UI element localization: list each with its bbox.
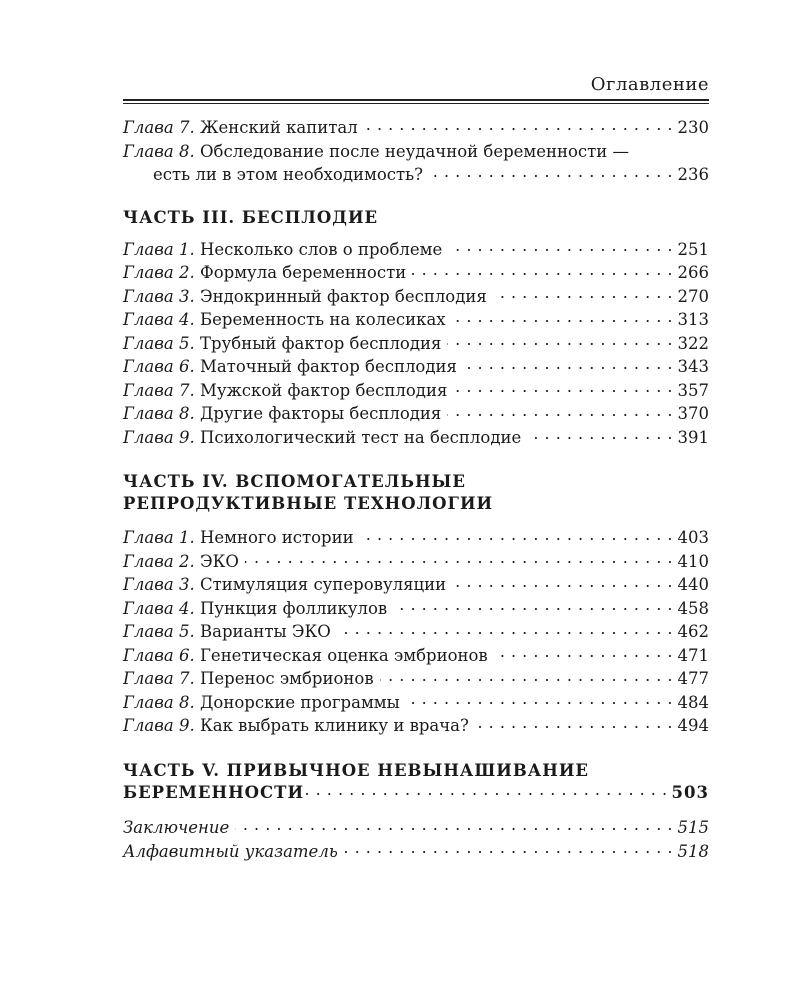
toc-entry[interactable] xyxy=(123,620,709,644)
dot-leader xyxy=(429,164,673,181)
page-number: 515 xyxy=(677,818,709,837)
chapter-title: Мужской фактор бесплодия xyxy=(200,380,448,400)
toc-entry[interactable] xyxy=(123,426,709,450)
chapter-title: ЭКО xyxy=(200,551,239,571)
chapter-label: Глава 5. xyxy=(123,622,195,641)
chapter-title: Психологический тест на бесплодие xyxy=(200,427,522,447)
dot-leader xyxy=(412,262,673,279)
toc-entry-continuation[interactable] xyxy=(123,163,709,187)
chapter-label: Глава 6. xyxy=(123,645,195,665)
chapter-title: Донорские программы xyxy=(200,692,400,712)
page-number: 230 xyxy=(677,118,709,137)
page-number: 484 xyxy=(677,692,709,712)
page-number: 322 xyxy=(677,333,709,353)
page-number: 266 xyxy=(677,263,709,282)
part-heading-line1: ЧАСТЬ V. ПРИВЫЧНОЕ НЕВЫНАШИВАНИЕ xyxy=(123,760,590,780)
toc-entry[interactable] xyxy=(123,667,709,691)
chapter-label: Глава 8. xyxy=(123,692,195,712)
part-3-section xyxy=(123,207,709,450)
chapter-label: Глава 7. xyxy=(123,669,195,688)
chapter-title: Пункция фолликулов xyxy=(200,598,388,618)
dot-leader xyxy=(245,550,673,567)
part-heading-line2: РЕПРОДУКТИВНЫЕ ТЕХНОЛОГИИ xyxy=(123,494,494,513)
dot-leader xyxy=(447,403,673,420)
toc-entry[interactable] xyxy=(123,691,709,715)
part-4-section xyxy=(123,471,709,738)
chapter-label: Глава 8. xyxy=(123,141,195,161)
running-head: Оглавление xyxy=(590,74,709,95)
page-number: 410 xyxy=(677,551,709,571)
toc-entry[interactable] xyxy=(123,573,709,597)
chapter-title: Женский капитал xyxy=(200,118,358,137)
dot-leader xyxy=(475,715,673,732)
toc-entry[interactable] xyxy=(123,597,709,621)
dot-leader xyxy=(380,668,673,685)
chapter-list xyxy=(123,238,709,450)
back-matter xyxy=(123,816,709,863)
chapter-label: Глава 1. xyxy=(123,239,195,259)
dot-leader xyxy=(337,621,673,638)
chapter-title: Беременность на колесиках xyxy=(200,310,446,329)
dot-leader xyxy=(448,238,673,255)
chapter-label: Глава 3. xyxy=(123,286,195,306)
part-heading-line2: БЕРЕМЕННОСТИ xyxy=(123,783,305,802)
page-number: 313 xyxy=(677,310,709,329)
toc-entry[interactable] xyxy=(123,332,709,356)
dot-leader xyxy=(306,782,667,799)
toc-entry[interactable] xyxy=(123,644,709,668)
dot-leader xyxy=(235,817,673,834)
dot-leader xyxy=(344,840,673,857)
page-number: 458 xyxy=(677,598,709,618)
toc-entry[interactable] xyxy=(123,379,709,403)
dot-leader xyxy=(453,379,673,396)
chapter-title: Как выбрать клинику и врача? xyxy=(200,716,469,735)
chapter-title: Трубный фактор бесплодия xyxy=(200,333,442,353)
page-number: 477 xyxy=(677,669,709,688)
dot-leader xyxy=(393,597,673,614)
toc-entry[interactable] xyxy=(123,308,709,332)
toc-entry[interactable] xyxy=(123,116,709,140)
chapter-label: Глава 7. xyxy=(123,118,195,137)
dot-leader xyxy=(364,117,673,134)
toc-entry[interactable] xyxy=(123,140,709,164)
page-number: 518 xyxy=(677,841,709,861)
chapter-label: Глава 4. xyxy=(123,598,195,618)
dot-leader xyxy=(452,574,673,591)
chapter-title: Перенос эмбрионов xyxy=(200,669,374,688)
dot-leader xyxy=(463,356,673,373)
toc-entry-index[interactable] xyxy=(123,840,709,864)
dot-leader xyxy=(447,332,673,349)
chapter-title: Эндокринный фактор бесплодия xyxy=(200,286,487,306)
part-heading-line1: ЧАСТЬ IV. ВСПОМОГАТЕЛЬНЫЕ xyxy=(123,472,466,491)
header-rule-thick xyxy=(123,99,709,101)
toc-entry[interactable] xyxy=(123,285,709,309)
part-heading-line2-row xyxy=(123,782,709,805)
chapter-title: Немного истории xyxy=(200,528,354,547)
page-number: 403 xyxy=(677,528,709,547)
entry-title: Заключение xyxy=(123,818,230,837)
page-number: 357 xyxy=(677,380,709,400)
part-5-section[interactable] xyxy=(123,760,709,805)
toc-entry[interactable] xyxy=(123,355,709,379)
chapter-label: Глава 2. xyxy=(123,551,195,571)
chapter-label: Глава 2. xyxy=(123,263,195,282)
chapter-title: Генетическая оценка эмбрионов xyxy=(200,645,488,665)
chapter-title: Несколько слов о проблеме xyxy=(200,239,443,259)
toc-entry[interactable] xyxy=(123,238,709,262)
chapter-label: Глава 5. xyxy=(123,333,195,353)
dot-leader xyxy=(494,644,673,661)
toc-entry[interactable] xyxy=(123,550,709,574)
chapter-label: Глава 8. xyxy=(123,404,195,423)
dot-leader xyxy=(452,309,673,326)
toc-entry[interactable] xyxy=(123,714,709,738)
page-number: 440 xyxy=(677,575,709,594)
chapter-title: Варианты ЭКО xyxy=(200,622,331,641)
chapter-label: Глава 1. xyxy=(123,528,195,547)
page-number: 343 xyxy=(677,357,709,376)
dot-leader xyxy=(406,691,673,708)
chapter-title: Формула беременности xyxy=(200,263,407,282)
toc-entry-conclusion[interactable] xyxy=(123,816,709,840)
chapter-label: Глава 9. xyxy=(123,427,195,447)
page-number: 236 xyxy=(677,165,709,184)
chapter-title: Маточный фактор бесплодия xyxy=(200,357,457,376)
page-number: 251 xyxy=(677,239,709,259)
page-number: 462 xyxy=(677,622,709,641)
chapter-label: Глава 7. xyxy=(123,380,195,400)
chapter-title-line2: есть ли в этом необходимость? xyxy=(153,165,423,184)
dot-leader xyxy=(493,285,673,302)
chapter-label: Глава 4. xyxy=(123,310,195,329)
chapter-title: Стимуляция суперовуляции xyxy=(200,575,447,594)
toc-entry[interactable] xyxy=(123,402,709,426)
chapter-label: Глава 3. xyxy=(123,575,195,594)
toc-entry[interactable] xyxy=(123,261,709,285)
page-number: 270 xyxy=(677,286,709,306)
page-number: 494 xyxy=(677,716,709,735)
page-number: 471 xyxy=(677,645,709,665)
chapter-title: Другие факторы бесплодия xyxy=(200,404,442,423)
toc-entry[interactable] xyxy=(123,526,709,550)
part-heading: ЧАСТЬ III. БЕСПЛОДИЕ xyxy=(123,207,379,227)
chapter-list xyxy=(123,526,709,738)
toc-page xyxy=(123,74,709,863)
chapter-label: Глава 6. xyxy=(123,357,195,376)
dot-leader xyxy=(527,426,673,443)
dot-leader xyxy=(360,527,673,544)
chapter-label: Глава 9. xyxy=(123,716,195,735)
page-number: 370 xyxy=(677,404,709,423)
chapter-title-line1: Обследование после неудачной беременности — xyxy=(200,141,630,161)
page-number: 503 xyxy=(671,783,709,802)
page-number: 391 xyxy=(677,427,709,447)
entry-title: Алфавитный указатель xyxy=(123,841,338,861)
